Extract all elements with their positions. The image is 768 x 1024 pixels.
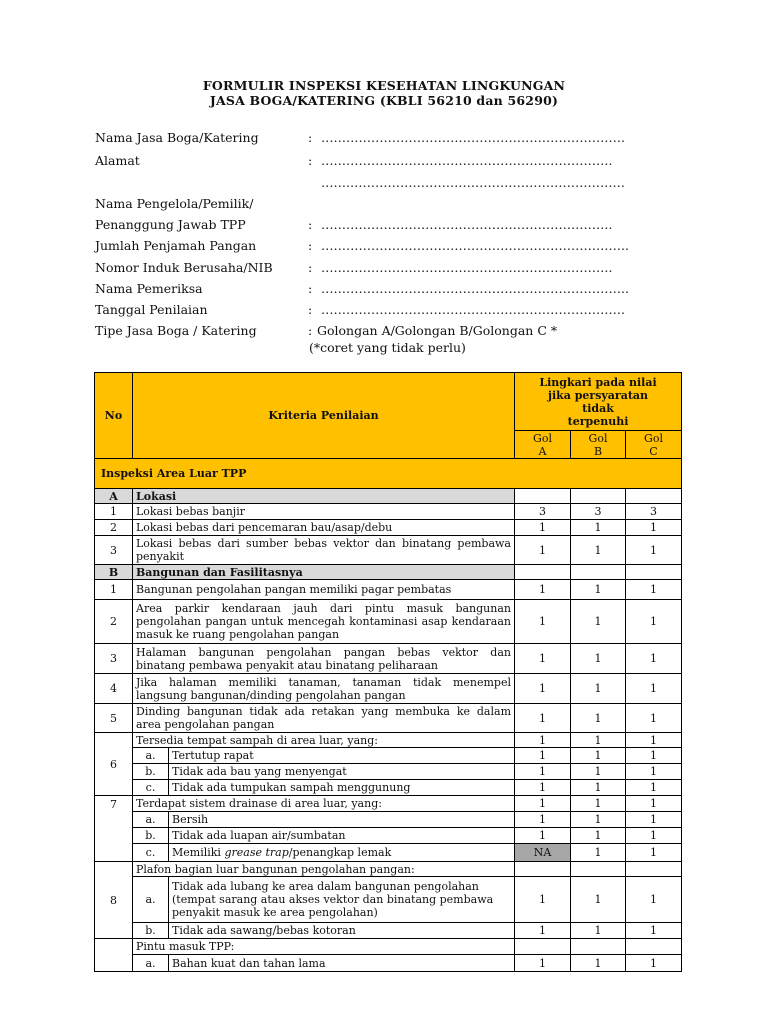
- score-gol-b[interactable]: 1: [571, 536, 626, 565]
- score-gol-c[interactable]: 1: [626, 748, 682, 764]
- field-value: …………………………………………………………….: [321, 153, 613, 168]
- score-gol-c[interactable]: 1: [626, 733, 682, 748]
- field-nib: [95, 260, 695, 278]
- subrow-criteria: Bahan kuat dan tahan lama: [169, 955, 515, 972]
- field-colon: :: [308, 217, 313, 232]
- subrow-no: b.: [133, 828, 169, 844]
- assessment-table: [94, 372, 682, 972]
- score-gol-a[interactable]: 1: [515, 520, 571, 536]
- header-note-line: tidak: [582, 401, 614, 415]
- score-gol-a[interactable]: 1: [515, 704, 571, 733]
- row-criteria: Dinding bangunan tidak ada retakan yang membuka ke dalam area pengolahan pangan: [133, 704, 515, 733]
- score-gol-a[interactable]: 1: [515, 748, 571, 764]
- header-no: No: [95, 373, 133, 459]
- score-gol-b[interactable]: 1: [571, 644, 626, 674]
- field-colon: :: [308, 302, 313, 317]
- row-no: 5: [95, 704, 133, 733]
- score-gol-b[interactable]: 1: [571, 748, 626, 764]
- row-criteria: Terdapat sistem drainase di area luar, yang:: [133, 796, 515, 812]
- field-label: Penanggung Jawab TPP: [95, 217, 246, 232]
- score-gol-b[interactable]: 1: [571, 674, 626, 704]
- subsection-row: [95, 489, 682, 504]
- table-subrow: [95, 877, 682, 923]
- field-label: Tanggal Penilaian: [95, 302, 208, 317]
- field-nama-jasa-boga: [95, 130, 695, 148]
- row-criteria: Tersedia tempat sampah di area luar, yang:: [133, 733, 515, 748]
- header-note-line: Lingkari pada nilai: [539, 375, 657, 389]
- score-gol-c[interactable]: 1: [626, 828, 682, 844]
- score-gol-c[interactable]: 1: [626, 536, 682, 565]
- table-header-row: [95, 373, 682, 431]
- empty-cell: [515, 862, 571, 877]
- field-colon: :: [308, 130, 313, 145]
- field-colon: :: [308, 238, 313, 253]
- score-gol-a[interactable]: 3: [515, 504, 571, 520]
- score-gol-b[interactable]: 1: [571, 923, 626, 939]
- score-gol-a[interactable]: 1: [515, 828, 571, 844]
- table-row: [95, 704, 682, 733]
- header-gol-letter: B: [593, 444, 603, 458]
- empty-cell: [626, 565, 682, 580]
- field-value: …………………………………………………………….: [321, 217, 613, 232]
- field-label: Nama Pemeriksa: [95, 281, 203, 296]
- empty-cell: [626, 489, 682, 504]
- score-gol-b[interactable]: 1: [571, 955, 626, 972]
- score-gol-a[interactable]: 1: [515, 780, 571, 796]
- score-gol-a[interactable]: 1: [515, 580, 571, 600]
- table-row: [95, 733, 682, 748]
- score-gol-b[interactable]: 1: [571, 520, 626, 536]
- field-label: Alamat: [95, 153, 140, 168]
- score-gol-b[interactable]: 1: [571, 877, 626, 923]
- score-gol-c[interactable]: 1: [626, 600, 682, 644]
- subrow-no: a.: [133, 812, 169, 828]
- header-gol-label: Gol: [533, 431, 552, 445]
- field-colon: :: [308, 323, 313, 338]
- subsection-no: A: [95, 489, 133, 504]
- subrow-no: a.: [133, 877, 169, 923]
- empty-cell: [571, 565, 626, 580]
- subrow-no: c.: [133, 780, 169, 796]
- score-gol-c[interactable]: 1: [626, 704, 682, 733]
- header-note-line: jika persyaratan: [547, 388, 649, 402]
- subrow-no: b.: [133, 923, 169, 939]
- score-gol-a[interactable]: 1: [515, 600, 571, 644]
- score-gol-b[interactable]: 1: [571, 828, 626, 844]
- empty-cell: [571, 489, 626, 504]
- empty-cell: [626, 939, 682, 955]
- table-row: [95, 939, 682, 955]
- field-label: Nama Pengelola/Pemilik/: [95, 196, 254, 211]
- document-title: [0, 78, 768, 108]
- score-gol-c[interactable]: 1: [626, 780, 682, 796]
- table-row: [95, 674, 682, 704]
- field-label: Nomor Induk Berusaha/NIB: [95, 260, 273, 275]
- field-nama-pengelola: [95, 196, 695, 214]
- score-gol-a[interactable]: 1: [515, 536, 571, 565]
- header-gol-b: [571, 431, 626, 459]
- field-penanggung-jawab: [95, 217, 695, 235]
- score-gol-a[interactable]: 1: [515, 812, 571, 828]
- field-label: Tipe Jasa Boga / Katering: [95, 323, 257, 338]
- row-no: 1: [95, 504, 133, 520]
- field-tanggal-penilaian: [95, 302, 695, 320]
- score-gol-c[interactable]: 3: [626, 504, 682, 520]
- score-gol-b[interactable]: 1: [571, 796, 626, 812]
- table-subrow: [95, 748, 682, 764]
- field-colon: :: [308, 281, 313, 296]
- section-row: [95, 459, 682, 489]
- empty-cell: [626, 862, 682, 877]
- field-nama-pemeriksa: [95, 281, 695, 299]
- subrow-no: b.: [133, 764, 169, 780]
- subrow-criteria: Tidak ada tumpukan sampah menggunung: [169, 780, 515, 796]
- score-gol-c[interactable]: 1: [626, 644, 682, 674]
- field-value: …………………………………………………………….: [321, 260, 613, 275]
- subrow-criteria: Tidak ada lubang ke area dalam bangunan pengolahan (tempat sarang atau akses vektor dan binatang pembawa penyakit masuk ke area pengolahan): [169, 877, 515, 923]
- field-jumlah-penjamah: [95, 238, 695, 256]
- table-row: [95, 796, 682, 812]
- field-colon: :: [308, 153, 313, 168]
- subrow-no: c.: [133, 844, 169, 862]
- header-gol-label: Gol: [644, 431, 663, 445]
- score-gol-b[interactable]: 1: [571, 764, 626, 780]
- score-gol-b[interactable]: 1: [571, 812, 626, 828]
- subrow-criteria: Bersih: [169, 812, 515, 828]
- subrow-criteria: [169, 844, 515, 862]
- row-no: 4: [95, 674, 133, 704]
- field-tipe-jasa-boga: [95, 323, 695, 341]
- header-gol-label: Gol: [588, 431, 608, 445]
- row-no: 3: [95, 644, 133, 674]
- table-subrow: [95, 828, 682, 844]
- section-title: Inspeksi Area Luar TPP: [95, 459, 682, 489]
- score-gol-a[interactable]: 1: [515, 955, 571, 972]
- score-gol-b[interactable]: 1: [571, 580, 626, 600]
- score-gol-c[interactable]: 1: [626, 955, 682, 972]
- score-gol-a[interactable]: 1: [515, 796, 571, 812]
- row-no: 7: [95, 796, 133, 862]
- field-value: ………………………………………………………………..: [321, 281, 629, 296]
- row-no: 6: [95, 733, 133, 796]
- table-subrow: [95, 844, 682, 862]
- row-criteria: Lokasi bebas banjir: [133, 504, 515, 520]
- row-criteria: Halaman bangunan pengolahan pangan bebas vektor dan binatang pembawa penyakit atau binatang peliharaan: [133, 644, 515, 674]
- subsection-no: B: [95, 565, 133, 580]
- score-gol-b[interactable]: 1: [571, 704, 626, 733]
- score-gol-a[interactable]: 1: [515, 674, 571, 704]
- table-subrow: [95, 955, 682, 972]
- subrow-criteria: Tidak ada bau yang menyengat: [169, 764, 515, 780]
- row-criteria: Lokasi bebas dari sumber bebas vektor dan binatang pembawa penyakit: [133, 536, 515, 565]
- subrow-criteria: Tertutup rapat: [169, 748, 515, 764]
- field-value: ……………………………………………………………….: [321, 302, 625, 317]
- header-gol-letter: C: [649, 444, 658, 458]
- table-row: [95, 862, 682, 877]
- score-gol-a[interactable]: 1: [515, 923, 571, 939]
- field-alamat: [95, 153, 695, 171]
- score-gol-a[interactable]: 1: [515, 877, 571, 923]
- row-criteria: Jika halaman memiliki tanaman, tanaman tidak menempel langsung bangunan/dinding pengolahan pangan: [133, 674, 515, 704]
- table-row: [95, 600, 682, 644]
- field-value: ……………………………………………………………….: [321, 130, 625, 145]
- header-gol-a: [515, 431, 571, 459]
- field-value: Golongan A/Golongan B/Golongan C *: [317, 323, 558, 338]
- score-gol-c[interactable]: 1: [626, 796, 682, 812]
- empty-cell: [515, 939, 571, 955]
- score-gol-c[interactable]: 1: [626, 764, 682, 780]
- score-gol-a-na: NA: [515, 844, 571, 862]
- subrow-no: a.: [133, 748, 169, 764]
- row-no: 2: [95, 520, 133, 536]
- score-gol-b[interactable]: 3: [571, 504, 626, 520]
- title-line-2: JASA BOGA/KATERING (KBLI 56210 dan 56290): [209, 93, 559, 108]
- field-label: Jumlah Penjamah Pangan: [95, 238, 257, 253]
- table-row: [95, 520, 682, 536]
- score-gol-c[interactable]: 1: [626, 580, 682, 600]
- field-value: …….…………………………………………………………: [321, 175, 625, 190]
- criteria-text-post: /penangkap lemak: [288, 846, 392, 859]
- score-gol-b[interactable]: 1: [571, 780, 626, 796]
- score-gol-b[interactable]: 1: [571, 600, 626, 644]
- field-label: Nama Jasa Boga/Katering: [95, 130, 259, 145]
- table-subrow: [95, 812, 682, 828]
- score-gol-c[interactable]: 1: [626, 520, 682, 536]
- row-criteria: Plafon bagian luar bangunan pengolahan pangan:: [133, 862, 515, 877]
- row-criteria: Lokasi bebas dari pencemaran bau/asap/debu: [133, 520, 515, 536]
- row-criteria: Bangunan pengolahan pangan memiliki pagar pembatas: [133, 580, 515, 600]
- score-gol-a[interactable]: 1: [515, 644, 571, 674]
- row-criteria: Pintu masuk TPP:: [133, 939, 515, 955]
- empty-cell: [515, 489, 571, 504]
- score-gol-c[interactable]: 1: [626, 674, 682, 704]
- score-gol-b[interactable]: 1: [571, 733, 626, 748]
- empty-cell: [571, 862, 626, 877]
- subsection-label: Lokasi: [133, 489, 515, 504]
- table-subrow: [95, 923, 682, 939]
- empty-cell: [515, 565, 571, 580]
- table-row: [95, 580, 682, 600]
- row-no: 1: [95, 580, 133, 600]
- score-gol-c[interactable]: 1: [626, 844, 682, 862]
- row-no: 3: [95, 536, 133, 565]
- row-no: [95, 939, 133, 972]
- field-value: (*coret yang tidak perlu): [309, 340, 466, 355]
- subrow-no: a.: [133, 955, 169, 972]
- table-row: [95, 504, 682, 520]
- criteria-text-pre: Memiliki: [172, 846, 225, 859]
- subsection-label: Bangunan dan Fasilitasnya: [133, 565, 515, 580]
- score-gol-c[interactable]: 1: [626, 812, 682, 828]
- score-gol-a[interactable]: 1: [515, 764, 571, 780]
- table-row: [95, 536, 682, 565]
- empty-cell: [571, 939, 626, 955]
- field-alamat-continued: [95, 175, 695, 193]
- field-colon: :: [308, 260, 313, 275]
- table-subrow: [95, 764, 682, 780]
- subrow-criteria: Tidak ada sawang/bebas kotoran: [169, 923, 515, 939]
- subsection-row: [95, 565, 682, 580]
- row-no: 2: [95, 600, 133, 644]
- subrow-criteria: Tidak ada luapan air/sumbatan: [169, 828, 515, 844]
- score-gol-b[interactable]: 1: [571, 844, 626, 862]
- row-criteria: Area parkir kendaraan jauh dari pintu masuk bangunan pengolahan pangan untuk mencegah kontaminasi asap kendaraan masuk ke ruang pengolahan pangan: [133, 600, 515, 644]
- score-gol-c[interactable]: 1: [626, 877, 682, 923]
- table-row: [95, 644, 682, 674]
- header-gol-c: [626, 431, 682, 459]
- row-no: 8: [95, 862, 133, 939]
- title-line-1: FORMULIR INSPEKSI KESEHATAN LINGKUNGAN: [202, 78, 566, 93]
- field-note: [95, 340, 695, 358]
- criteria-text-italic: grease trap: [224, 846, 289, 859]
- score-gol-c[interactable]: 1: [626, 923, 682, 939]
- header-circle-note: [515, 373, 682, 431]
- header-note-line: terpenuhi: [567, 414, 629, 428]
- field-value: ………………………………………………………………..: [321, 238, 629, 253]
- header-criteria: Kriteria Penilaian: [133, 373, 515, 459]
- header-gol-letter: A: [538, 444, 547, 458]
- score-gol-a[interactable]: 1: [515, 733, 571, 748]
- table-subrow: [95, 780, 682, 796]
